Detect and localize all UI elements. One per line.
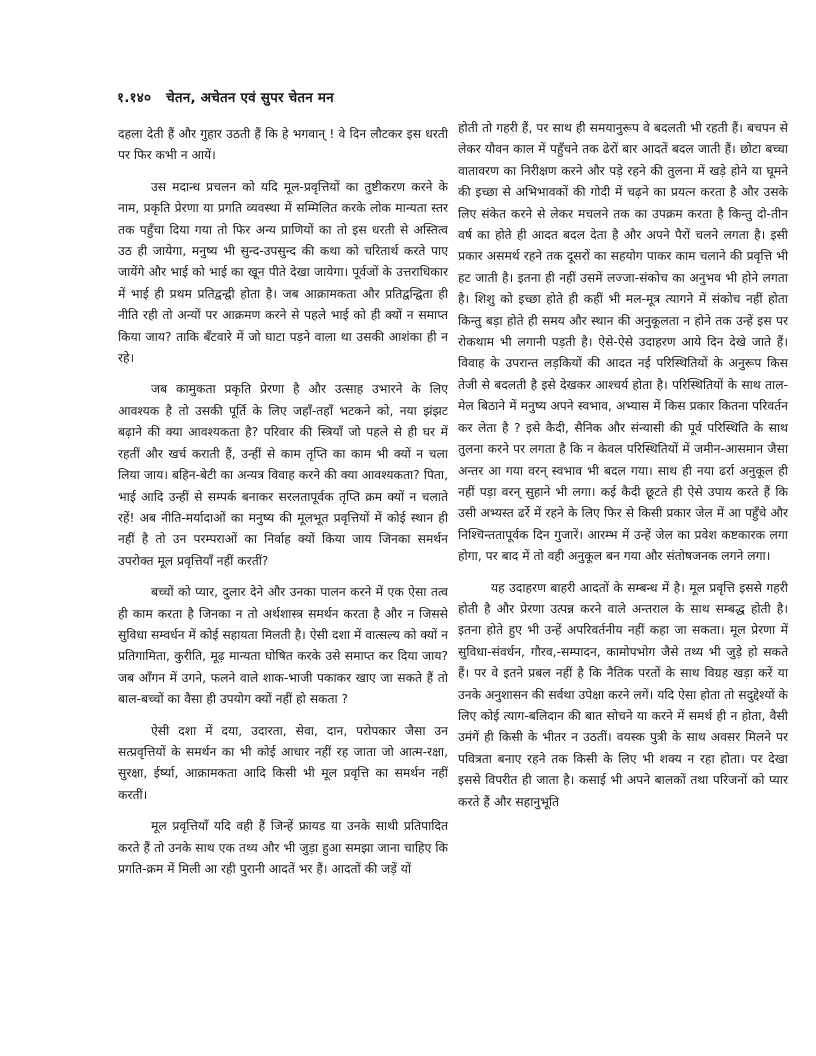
running-header bbox=[117, 88, 447, 106]
page-number: १.१४० bbox=[117, 90, 152, 106]
paragraph: होती तो गहरी हैं, पर साथ ही समयानुरूप वे बदलती भी रहती हैं। बचपन से लेकर यौवन काल में पहुँचने तक ढेरों बार आदतें बदल जाती हैं। छोटा बच्चा वातावरण का निरीक्षण करने और पड़े रहने की तुलना में खड़े होने या घूमने की इच्छा से अभिभावकों की गोदी में चढ़ने का प्रयत्न करता है और उसके लिए संकेत करने से लेकर मचलने तक का उपक्रम करता है किन्तु दो-तीन वर्ष का होते ही आदत बदल देता है और अपने पैरों चलने लगता है। इसी प्रकार असमर्थ रहने तक दूसरों का सहयोग पाकर काम चलाने की प्रवृत्ति भी हट जाती है। इतना ही नहीं उसमें लज्जा-संकोच का अनुभव भी होने लगता है। शिशु को इच्छा होते ही कहीं भी मल-मूत्र त्यागने में संकोच नहीं होता किन्तु बड़ा होते ही समय और स्थान की अनुकूलता न होने तक उन्हें इस पर रोकथाम भी लगानी पड़ती है। ऐसे-ऐसे उदाहरण आये दिन देखे जाते हैं। विवाह के उपरान्त लड़कियों की आदत नई परिस्थितियों के अनुरूप किस तेजी से बदलती है इसे देखकर आश्चर्य होता है। परिस्थितियों के साथ ताल-मेल बिठाने में मनुष्य अपने स्वभाव, अभ्यास में किस प्रकार कितना परिवर्तन कर लेता है ? इसे कैदी, सैनिक और संन्यासी की पूर्व परिस्थिति के साथ तुलना करने पर लगता है कि न केवल परिस्थितियों में जमीन-आसमान जैसा अन्तर आ गया वरन् स्वभाव भी बदल गया। साथ ही नया ढर्रा अनुकूल ही नहीं पड़ा वरन् सुहाने भी लगा। कई कैदी छूटते ही ऐसे उपाय करते हैं कि उसी अभ्यस्त ढर्रे में रहने के लिए फिर से किसी प्रकार जेल में आ पहुँचे और निश्चिन्ततापूर्वक दिन गुजारें। आरम्भ में उन्हें जेल का प्रवेश कष्टकारक लगा होगा, पर बाद में तो वही अनुकूल बन गया और संतोषजनक लगने लगा। bbox=[458, 121, 788, 564]
paragraph: दहला देती हैं और गुहार उठती हैं कि हे भगवान् ! वे दिन लौटकर इस धरती पर फिर कभी न आयें। bbox=[118, 127, 448, 163]
paragraph: मूल प्रवृत्तियाँ यदि वही हैं जिन्हें फ्रायड या उनके साथी प्रतिपादित करते हैं तो उनके साथ एक तथ्य और भी जुड़ा हुआ समझा जाना चाहिए कि प्रगति-क्रम में मिली आ रही पुरानी आदतें भर हैं। आदतों की जड़ें यों bbox=[118, 819, 448, 876]
chapter-title: चेतन, अचेतन एवं सुपर चेतन मन bbox=[166, 90, 334, 106]
paragraph: बच्चों को प्यार, दुलार देने और उनका पालन करने में एक ऐसा तत्व ही काम करता है जिनका न तो अर्थशास्त्र समर्थन करता है और न जिससे सुविधा सम्वर्धन में कोई सहायता मिलती है। ऐसी दशा में वात्सल्य को क्यों न प्रतिगामिता, कुरीति, मूढ़ मान्यता घोषित करके उसे समाप्त कर दिया जाय? जब आँगन में उगने, फलने वाले शाक-भाजी पकाकर खाए जा सकते हैं तो बाल-बच्चों का वैसा ही उपयोग क्यों नहीं हो सकता ? bbox=[118, 585, 448, 707]
paragraph: ऐसी दशा में दया, उदारता, सेवा, दान, परोपकार जैसा उन सत्प्रवृत्तियों के समर्थन का भी कोई आधार नहीं रह जाता जो आत्म-रक्षा, सुरक्षा, ईर्ष्या, आक्रामकता आदि किसी भी मूल प्रवृत्ति का समर्थन नहीं करतीं। bbox=[118, 723, 448, 802]
paragraph: जब कामुकता प्रकृति प्रेरणा है और उत्साह उभारने के लिए आवश्यक है तो उसकी पूर्ति के लिए जहाँ-तहाँ भटकने को, नया झंझट बढ़ाने की क्या आवश्यकता है? परिवार की स्त्रियाँ जो पहले से ही घर में रहतीं और खर्च कराती हैं, उन्हीं से काम तृप्ति का काम भी क्यों न चला लिया जाय। बहिन-बेटी का अन्यत्र विवाह करने की क्या आवश्यकता? पिता, भाई आदि उन्हीं से सम्पर्क बनाकर सरलतापूर्वक तृप्ति क्रम क्यों न चलाते रहें! अब नीति-मर्यादाओं का मनुष्य की मूलभूत प्रवृत्तियों में कोई स्थान ही नहीं है तो उन परम्पराओं का निर्वाह क्यों किया जाय जिनका समर्थन उपरोक्त मूल प्रवृत्तियाँ नहीं करतीं? bbox=[118, 382, 448, 568]
left-column bbox=[118, 124, 448, 890]
right-column bbox=[458, 118, 788, 823]
paragraph: यह उदाहरण बाहरी आदतों के सम्बन्ध में है। मूल प्रवृत्ति इससे गहरी होती है और प्रेरणा उत्पन्न करने वाले अन्तराल के साथ सम्बद्ध होती है। इतना होते हुए भी उन्हें अपरिवर्तनीय नहीं कहा जा सकता। मूल प्रेरणा में सुविधा-संवर्धन, गौरव,-सम्पादन, कामोपभोग जैसे तथ्य भी जुड़े हो सकते हैं। पर वे इतने प्रबल नहीं है कि नैतिक परतों के साथ विग्रह खड़ा करें या उनके अनुशासन की सर्वथा उपेक्षा करने लगें। यदि ऐसा होता तो सदुद्देश्यों के लिए कोई त्याग-बलिदान की बात सोचने या करने में समर्थ ही न होता, वैसी उमंगें ही किसी के भीतर न उठतीं। वयस्क पुत्री के साथ अवसर मिलने पर पवित्रता बनाए रहने तक किसी के लिए भी शक्य न रहा होता। पर देखा इससे विपरीत ही जाता है। कसाई भी अपने बालकों तथा परिजनों को प्यार करते हैं और सहानुभूति bbox=[458, 580, 788, 809]
paragraph: उस मदान्ध प्रचलन को यदि मूल-प्रवृत्तियों का तुष्टीकरण करने के नाम, प्रकृति प्रेरणा या प्रगति व्यवस्था में सम्मिलित करके लोक मान्यता स्तर तक पहुँचा दिया गया तो फिर अन्य प्राणियों का तो इस धरती से अस्तित्व उठ ही जायेगा, मनुष्य भी सुन्द-उपसुन्द की कथा को चरितार्थ करते पाए जायेंगे और भाई को भाई का खून पीते देखा जायेगा। पूर्वजों के उत्तराधिकार में भाई ही प्रथम प्रतिद्वन्द्वी होता है। जब आक्रामकता और प्रतिद्वन्द्विता ही नीति रही तो अन्यों पर आक्रमण करने से पहले भाई को ही क्यों न समाप्त किया जाय? ताकि बँटवारे में जो घाटा पड़ने वाला था उसकी आशंका ही न रहे। bbox=[118, 179, 448, 366]
